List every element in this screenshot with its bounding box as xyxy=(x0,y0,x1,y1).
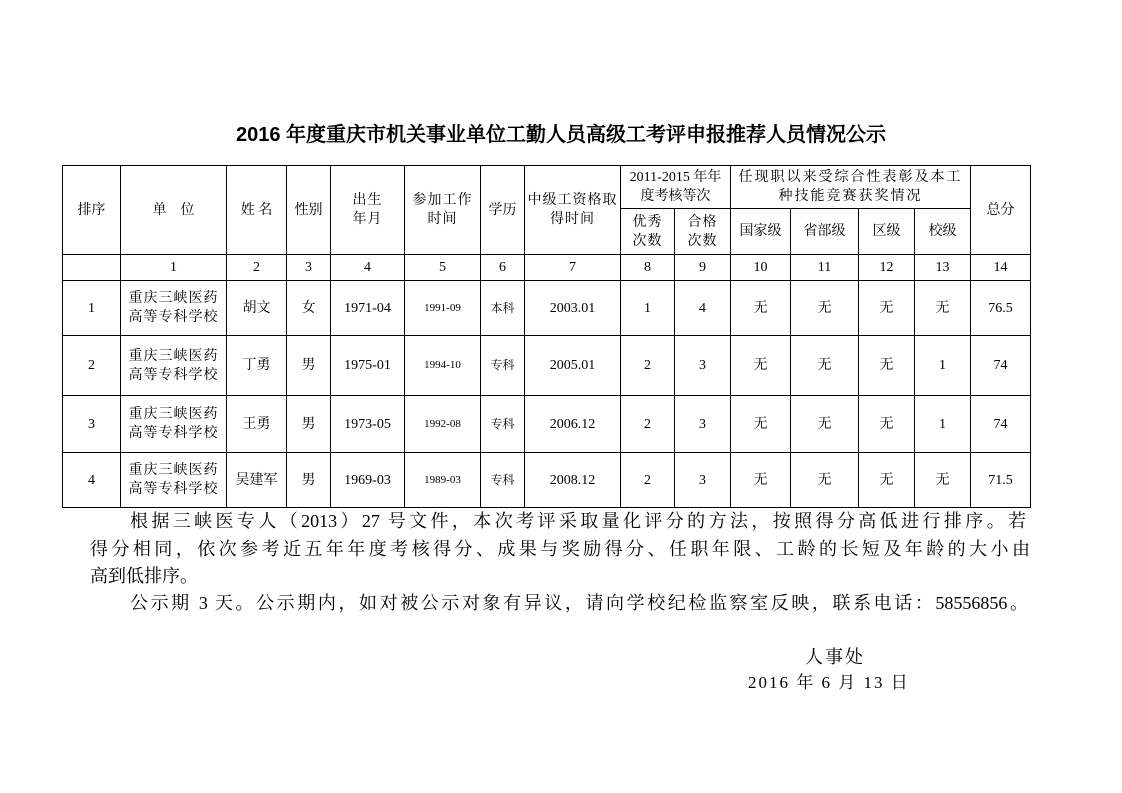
cell-rank: 2 xyxy=(63,336,121,396)
note-line-3: 高到低排序。 xyxy=(90,566,198,586)
cell-excellent: 1 xyxy=(621,281,675,336)
column-number: 8 xyxy=(621,255,675,281)
cell-provincial: 无 xyxy=(791,336,859,396)
cell-gender: 男 xyxy=(287,336,331,396)
cell-qualified: 3 xyxy=(675,336,731,396)
cell-district: 无 xyxy=(859,336,915,396)
header-name: 姓 名 xyxy=(227,166,287,255)
column-number: 7 xyxy=(525,255,621,281)
cell-name: 王勇 xyxy=(227,396,287,453)
cell-rank: 1 xyxy=(63,281,121,336)
table-body xyxy=(63,255,1031,508)
cell-gender: 男 xyxy=(287,453,331,508)
table-row xyxy=(63,396,1031,453)
column-number-blank xyxy=(63,255,121,281)
header-birth: 出生 年月 xyxy=(331,166,405,255)
header-gender: 性别 xyxy=(287,166,331,255)
cell-birth: 1973-05 xyxy=(331,396,405,453)
column-number: 9 xyxy=(675,255,731,281)
cell-rank: 4 xyxy=(63,453,121,508)
cell-excellent: 2 xyxy=(621,396,675,453)
column-number: 4 xyxy=(331,255,405,281)
header-rank: 排序 xyxy=(63,166,121,255)
cell-national: 无 xyxy=(731,336,791,396)
header-district: 区级 xyxy=(859,209,915,255)
cell-total: 74 xyxy=(971,336,1031,396)
cell-excellent: 2 xyxy=(621,453,675,508)
column-number: 10 xyxy=(731,255,791,281)
cell-birth: 1971-04 xyxy=(331,281,405,336)
cell-provincial: 无 xyxy=(791,281,859,336)
column-number: 6 xyxy=(481,255,525,281)
cell-qualified: 3 xyxy=(675,396,731,453)
table-row xyxy=(63,281,1031,336)
header-total: 总分 xyxy=(971,166,1031,255)
cell-total: 71.5 xyxy=(971,453,1031,508)
cell-qualified: 4 xyxy=(675,281,731,336)
signature-date: 2016 年 6 月 13 日 xyxy=(748,673,910,692)
cell-education: 专科 xyxy=(481,336,525,396)
cell-unit: 重庆三峡医药 高等专科学校 xyxy=(121,453,227,508)
header-work-start: 参加工作 时间 xyxy=(405,166,481,255)
table-row xyxy=(63,453,1031,508)
header-qualified: 合格 次数 xyxy=(675,209,731,255)
header-national: 国家级 xyxy=(731,209,791,255)
cell-district: 无 xyxy=(859,453,915,508)
cell-birth: 1969-03 xyxy=(331,453,405,508)
cell-unit: 重庆三峡医药 高等专科学校 xyxy=(121,281,227,336)
table-row xyxy=(63,336,1031,396)
signature-department: 人事处 xyxy=(805,647,865,667)
cell-national: 无 xyxy=(731,281,791,336)
cell-total: 76.5 xyxy=(971,281,1031,336)
candidate-table xyxy=(62,165,1031,508)
cell-national: 无 xyxy=(731,453,791,508)
cell-school: 无 xyxy=(915,281,971,336)
column-number: 14 xyxy=(971,255,1031,281)
column-number: 11 xyxy=(791,255,859,281)
column-number: 3 xyxy=(287,255,331,281)
cell-unit: 重庆三峡医药 高等专科学校 xyxy=(121,336,227,396)
cell-national: 无 xyxy=(731,396,791,453)
column-number: 12 xyxy=(859,255,915,281)
cell-education: 本科 xyxy=(481,281,525,336)
cell-education: 专科 xyxy=(481,453,525,508)
cell-rank: 3 xyxy=(63,396,121,453)
page-title: 2016 年度重庆市机关事业单位工勤人员高级工考评申报推荐人员情况公示 xyxy=(235,124,887,146)
column-number: 5 xyxy=(405,255,481,281)
note-line-2: 得分相同，依次参考近五年年度考核得分、成果与奖励得分、任职年限、工龄的长短及年龄的大小由 xyxy=(90,538,1030,559)
cell-work-start: 1994-10 xyxy=(405,336,481,396)
cell-district: 无 xyxy=(859,281,915,336)
cell-mid-cert: 2005.01 xyxy=(525,336,621,396)
column-number: 1 xyxy=(121,255,227,281)
header-awards: 任现职以来受综合性表彰及本工 种技能竞赛获奖情况 xyxy=(731,166,971,209)
note-line-4: 公示期 3 天。公示期内，如对被公示对象有异议，请向学校纪检监察室反映，联系电话：58556856。 xyxy=(130,593,1028,613)
header-education: 学历 xyxy=(481,166,525,255)
cell-mid-cert: 2006.12 xyxy=(525,396,621,453)
cell-gender: 女 xyxy=(287,281,331,336)
cell-mid-cert: 2008.12 xyxy=(525,453,621,508)
header-unit: 单 位 xyxy=(121,166,227,255)
header-excellent: 优秀 次数 xyxy=(621,209,675,255)
column-number: 13 xyxy=(915,255,971,281)
cell-qualified: 3 xyxy=(675,453,731,508)
cell-work-start: 1991-09 xyxy=(405,281,481,336)
cell-mid-cert: 2003.01 xyxy=(525,281,621,336)
cell-school: 1 xyxy=(915,336,971,396)
column-number-row xyxy=(63,255,1031,281)
cell-total: 74 xyxy=(971,396,1031,453)
header-row-1 xyxy=(63,166,1031,209)
cell-gender: 男 xyxy=(287,396,331,453)
cell-work-start: 1992-08 xyxy=(405,396,481,453)
cell-education: 专科 xyxy=(481,396,525,453)
cell-name: 丁勇 xyxy=(227,336,287,396)
cell-excellent: 2 xyxy=(621,336,675,396)
header-mid-cert: 中级工资格取 得时间 xyxy=(525,166,621,255)
cell-provincial: 无 xyxy=(791,453,859,508)
header-school: 校级 xyxy=(915,209,971,255)
header-assessment: 2011-2015 年年 度考核等次 xyxy=(621,166,731,209)
cell-birth: 1975-01 xyxy=(331,336,405,396)
cell-name: 吴建军 xyxy=(227,453,287,508)
cell-provincial: 无 xyxy=(791,396,859,453)
cell-work-start: 1989-03 xyxy=(405,453,481,508)
cell-school: 无 xyxy=(915,453,971,508)
cell-school: 1 xyxy=(915,396,971,453)
cell-unit: 重庆三峡医药 高等专科学校 xyxy=(121,396,227,453)
note-line-1: 根据三峡医专人（2013）27 号文件，本次考评采取量化评分的方法，按照得分高低进行排序。若 xyxy=(130,511,1026,531)
header-provincial: 省部级 xyxy=(791,209,859,255)
cell-district: 无 xyxy=(859,396,915,453)
column-number: 2 xyxy=(227,255,287,281)
cell-name: 胡文 xyxy=(227,281,287,336)
